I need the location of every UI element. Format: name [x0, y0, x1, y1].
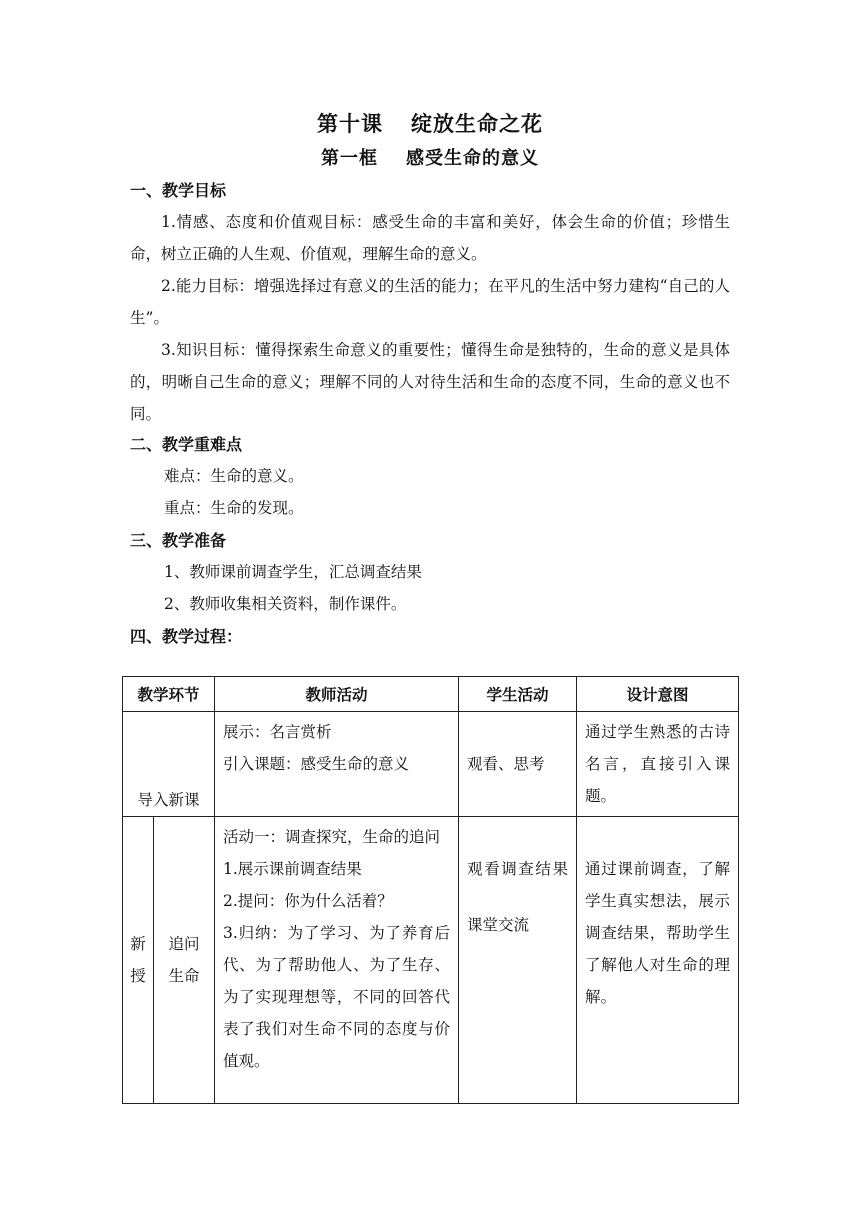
focus-point: 重点：生命的发现。 — [164, 499, 304, 517]
teacher-activity-line: 3.归纳：为了学习、为了养育后代、为了帮助他人、为了生存、为了实现理想等，不同的回答代表了我们对生命不同的态度与价值观。 — [223, 924, 451, 1070]
stage-sub-label: 追问生命 — [168, 935, 200, 985]
lesson-name: 绽放生命之花 — [411, 112, 543, 136]
section-heading-key-points: 二、教学重难点 — [130, 435, 243, 454]
design-intent-text: 通过学生熟悉的古诗名言，直接引入课题。 — [585, 723, 731, 805]
lesson-number: 第十课 — [317, 112, 383, 136]
stage-group-cell — [123, 817, 154, 1104]
frame-title — [0, 144, 860, 170]
preparation-item-1: 1、教师课前调查学生，汇总调查结果 — [164, 563, 422, 581]
objective-item-2: 2.能力目标：增强选择过有意义的生活的能力；在平凡的生活中努力建构“自己的人生”。 — [130, 277, 730, 327]
teacher-activity-line: 2.提问：你为什么活着？ — [223, 892, 393, 910]
teacher-activity-line: 引入课题：感受生命的意义 — [223, 755, 410, 773]
stage-cell — [123, 712, 215, 817]
teacher-activity-line: 展示：名言赏析 — [223, 723, 332, 741]
teacher-activity-line: 1.展示课前调查结果 — [223, 860, 362, 878]
student-activity-line: 观看调查结果 — [467, 860, 569, 878]
teacher-activity-cell — [215, 712, 459, 817]
header-design-intent: 设计意图 — [577, 677, 739, 712]
stage-group-label: 新授 — [130, 935, 146, 985]
difficulty-point: 难点：生命的意义。 — [164, 467, 304, 485]
header-teacher-activity: 教师活动 — [215, 677, 459, 712]
teacher-activity-cell — [215, 817, 459, 1104]
objective-item-3: 3.知识目标：懂得探索生命意义的重要性；懂得生命是独特的，生命的意义是具体的，明晰自己生命的意义；理解不同的人对待生活和生命的态度不同，生命的意义也不同。 — [130, 341, 730, 423]
teacher-activity-line: 活动一：调查探究，生命的追问 — [223, 828, 441, 846]
preparation-item-2: 2、教师收集相关资料，制作课件。 — [164, 595, 407, 613]
student-activity-cell — [459, 712, 577, 817]
section-heading-objectives: 一、教学目标 — [130, 181, 227, 200]
lesson-process-table — [122, 676, 739, 1104]
design-intent-text: 通过课前调查，了解学生真实想法，展示调查结果，帮助学生了解他人对生命的理解。 — [585, 860, 731, 1006]
table-row — [123, 712, 739, 817]
section-heading-process: 四、教学过程： — [130, 627, 243, 646]
table-row — [123, 817, 739, 1104]
table-header-row — [123, 677, 739, 712]
stage-sub-cell — [154, 817, 215, 1104]
stage-label: 导入新课 — [137, 791, 200, 809]
section-heading-preparation: 三、教学准备 — [130, 531, 227, 550]
frame-name: 感受生命的意义 — [406, 148, 539, 169]
student-activity-cell — [459, 817, 577, 1104]
header-stage: 教学环节 — [123, 677, 215, 712]
header-student-activity: 学生活动 — [459, 677, 577, 712]
student-activity-text: 观看、思考 — [467, 755, 545, 773]
design-intent-cell — [577, 712, 739, 817]
lesson-title — [0, 108, 860, 138]
frame-number: 第一框 — [321, 148, 378, 169]
student-activity-line: 课堂交流 — [467, 916, 530, 934]
design-intent-cell — [577, 817, 739, 1104]
objective-item-1: 1.情感、态度和价值观目标：感受生命的丰富和美好，体会生命的价值；珍惜生命，树立正确的人生观、价值观，理解生命的意义。 — [130, 213, 730, 263]
